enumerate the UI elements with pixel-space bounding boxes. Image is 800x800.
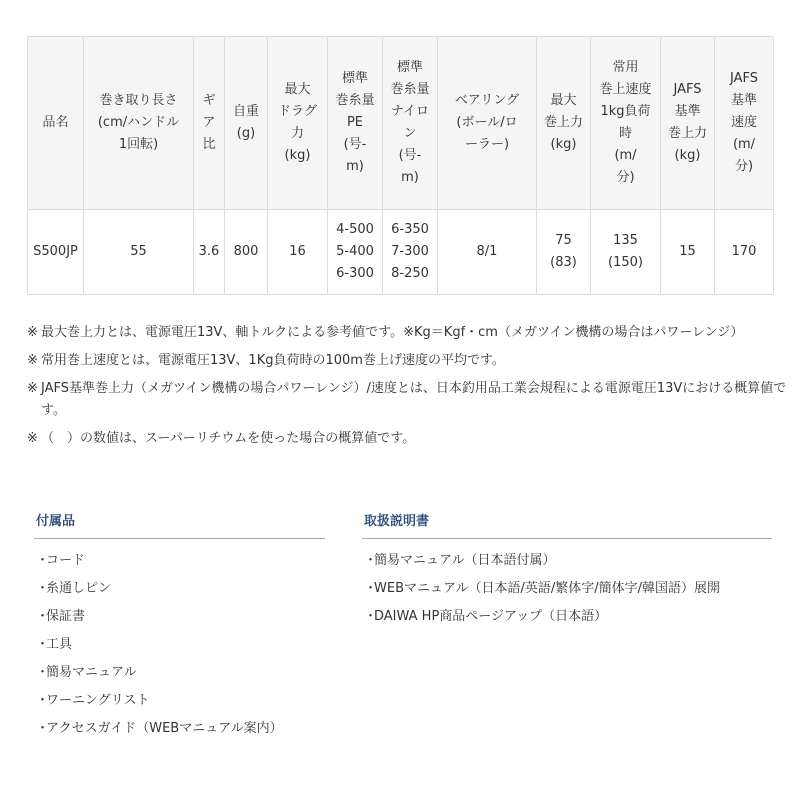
header-cell [383, 37, 438, 210]
bullet: ・ [36, 693, 50, 708]
header-cell-text: 標準 巻糸量 PE (号- m) [335, 71, 375, 174]
table-cell [537, 210, 591, 295]
bullet: ・ [36, 637, 50, 652]
header-cell [328, 37, 383, 210]
header-cell [715, 37, 774, 210]
table-cell [84, 210, 194, 295]
list-item [36, 715, 325, 743]
header-cell-text: JAFS 基準 巻上力 (kg) [667, 82, 707, 163]
list-item [364, 603, 772, 631]
list-item [36, 603, 325, 631]
list-item [36, 659, 325, 687]
header-cell [28, 37, 84, 210]
manuals-list [362, 539, 772, 631]
table-cell [591, 210, 661, 295]
table-row [28, 210, 774, 295]
list-item [364, 575, 772, 603]
note-text: （ ）の数値は、スーパーリチウムを使った場合の概算値です。 [41, 431, 416, 446]
header-cell [268, 37, 328, 210]
note-mark: ※ [27, 325, 38, 340]
bullet: ・ [364, 553, 378, 568]
table-cell-text: 170 [731, 244, 757, 259]
manuals-section [362, 510, 772, 631]
header-cell [438, 37, 537, 210]
table-cell [194, 210, 225, 295]
table-cell-text: 3.6 [198, 244, 220, 259]
bullet: ・ [364, 609, 378, 624]
table-cell-text: S500JP [33, 244, 78, 259]
header-cell [537, 37, 591, 210]
table-cell-text: 135 (150) [608, 233, 643, 270]
accessories-list [34, 539, 325, 743]
table-cell [715, 210, 774, 295]
notes [27, 322, 795, 456]
list-item-label: WEBマニュアル（日本語/英語/繁体字/簡体字/韓国語）展開 [374, 581, 720, 596]
list-item-label: 糸通しピン [46, 581, 112, 596]
bullet: ・ [364, 581, 378, 596]
list-item [36, 687, 325, 715]
table-cell [383, 210, 438, 295]
bullet: ・ [36, 665, 50, 680]
list-item [36, 575, 325, 603]
table-cell [225, 210, 268, 295]
list-item-label: DAIWA HP商品ページアップ（日本語） [374, 609, 608, 624]
table-cell-text: 55 [130, 244, 147, 259]
header-cell-text: 品名 [42, 115, 69, 130]
header-cell-text: 自重 (g) [232, 104, 259, 141]
list-item-label: コード [46, 553, 86, 568]
list-item-label: アクセスガイド（WEBマニュアル案内） [46, 721, 283, 736]
table-cell [661, 210, 715, 295]
table-cell-text: 8/1 [476, 244, 498, 259]
header-cell [661, 37, 715, 210]
accessories-section [34, 510, 325, 743]
note [27, 378, 795, 422]
header-cell-text: 巻き取り長さ (cm/ハンドル 1回転) [97, 93, 180, 152]
table-cell [268, 210, 328, 295]
header-cell [194, 37, 225, 210]
note-mark: ※ [27, 381, 38, 396]
table-cell [28, 210, 84, 295]
note [27, 350, 795, 372]
bullet: ・ [36, 581, 50, 596]
bullet: ・ [36, 553, 50, 568]
header-cell-text: ギ ア 比 [202, 93, 216, 152]
note [27, 428, 795, 450]
list-item-label: 簡易マニュアル [46, 665, 137, 680]
table-cell-text: 4-500 5-400 6-300 [336, 222, 374, 281]
header-cell-text: 標準 巻糸量 ナイロ ン (号- m) [390, 60, 430, 185]
header-cell [591, 37, 661, 210]
header-cell [84, 37, 194, 210]
header-cell-text: 最大 ドラグ 力 (kg) [277, 82, 317, 163]
manuals-title: 取扱説明書 [362, 510, 772, 539]
header-cell-text: 常用 巻上速度 1kg負荷 時 (m/ 分) [599, 60, 652, 185]
table-cell-text: 16 [289, 244, 306, 259]
bullet: ・ [36, 609, 50, 624]
list-item-label: 簡易マニュアル（日本語付属） [374, 553, 556, 568]
note-text: JAFS基準巻上力（メガツイン機構の場合パワーレンジ）/速度とは、日本釣用品工業会規程による電源電圧13Vにおける概算値です。 [41, 381, 787, 418]
list-item [364, 547, 772, 575]
list-item [36, 631, 325, 659]
spec-table [27, 36, 774, 295]
header-row [28, 37, 774, 210]
table-cell-text: 6-350 7-300 8-250 [391, 222, 429, 281]
header-cell-text: 最大 巻上力 (kg) [543, 93, 583, 152]
table-cell [328, 210, 383, 295]
note-text: 常用巻上速度とは、電源電圧13V、1Kg負荷時の100m巻上げ速度の平均です。 [41, 353, 505, 368]
list-item-label: 工具 [46, 637, 73, 652]
header-cell-text: ベアリング (ボール/ロ ーラー) [454, 93, 520, 152]
header-cell [225, 37, 268, 210]
list-item-label: 保証書 [46, 609, 86, 624]
note-text: 最大巻上力とは、電源電圧13V、軸トルクによる参考値です。※Kg＝Kgf・cm（メガツイン機構の場合はパワーレンジ） [41, 325, 744, 340]
note-mark: ※ [27, 431, 38, 446]
table-cell-text: 15 [679, 244, 696, 259]
bullet: ・ [36, 721, 50, 736]
list-item-label: ワーニングリスト [46, 693, 150, 708]
note [27, 322, 795, 344]
table-cell [438, 210, 537, 295]
header-cell-text: JAFS 基準 速度 (m/ 分) [730, 71, 758, 174]
accessories-title: 付属品 [34, 510, 325, 539]
list-item [36, 547, 325, 575]
table-cell-text: 75 (83) [550, 233, 577, 270]
note-mark: ※ [27, 353, 38, 368]
table-cell-text: 800 [233, 244, 259, 259]
